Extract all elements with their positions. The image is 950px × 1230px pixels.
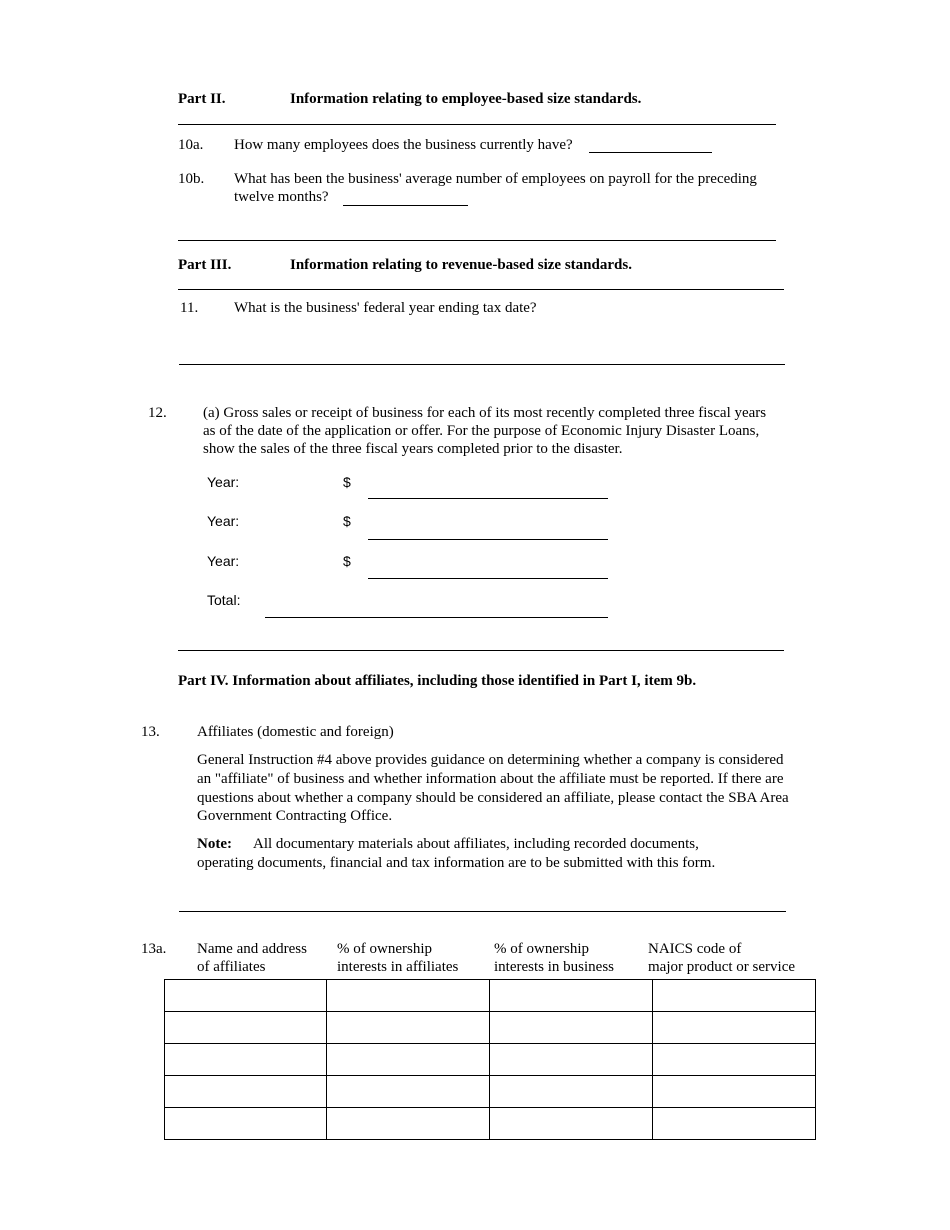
- q10b-text-line1: What has been the business' average number of employees on payroll for the preceding: [234, 171, 757, 187]
- q12-number: 12.: [148, 405, 167, 421]
- col-header-name-address-line2: of affiliates: [197, 959, 266, 975]
- year-1-label: Year:: [207, 474, 240, 490]
- q13-number: 13.: [141, 724, 160, 740]
- affiliate-ownership-cell[interactable]: [327, 1108, 490, 1140]
- business-ownership-cell[interactable]: [490, 1076, 653, 1108]
- note-text-line1: All documentary materials about affiliates, including recorded documents,: [253, 836, 699, 852]
- q12-text-line3: show the sales of the three fiscal years completed prior to the disaster.: [203, 441, 623, 457]
- average-employees-field[interactable]: [343, 205, 468, 206]
- naics-code-cell[interactable]: [653, 1076, 816, 1108]
- affiliate-name-cell[interactable]: [165, 1076, 327, 1108]
- q13-instruction-line4: Government Contracting Office.: [197, 808, 393, 824]
- table-row: [165, 980, 816, 1012]
- affiliate-name-cell[interactable]: [165, 1108, 327, 1140]
- q12-text-line2: as of the date of the application or offer. For the purpose of Economic Injury Disaster Loans,: [203, 423, 760, 439]
- note-text-line2: operating documents, financial and tax information are to be submitted with this form.: [197, 855, 716, 871]
- col-header-ownership-business-line1: % of ownership: [494, 941, 589, 957]
- naics-code-cell[interactable]: [653, 1012, 816, 1044]
- q11-number: 11.: [180, 300, 199, 316]
- affiliate-name-cell[interactable]: [165, 1044, 327, 1076]
- table-row: [165, 1076, 816, 1108]
- affiliates-table: [164, 979, 816, 1140]
- year-2-sales-field[interactable]: [368, 539, 608, 540]
- q13a-number: 13a.: [141, 941, 167, 957]
- affiliate-ownership-cell[interactable]: [327, 980, 490, 1012]
- table-row: [165, 1044, 816, 1076]
- business-ownership-cell[interactable]: [490, 1108, 653, 1140]
- affiliate-ownership-cell[interactable]: [327, 1012, 490, 1044]
- table-row: [165, 1012, 816, 1044]
- q13-instruction-line2: an "affiliate" of business and whether information about the affiliate must be reported. If there are: [197, 771, 784, 787]
- year-3-label: Year:: [207, 553, 240, 569]
- naics-code-cell[interactable]: [653, 1044, 816, 1076]
- q10b-text-line2: twelve months?: [234, 189, 329, 205]
- year-3-sales-field[interactable]: [368, 578, 608, 579]
- affiliate-ownership-cell[interactable]: [327, 1076, 490, 1108]
- affiliate-name-cell[interactable]: [165, 980, 327, 1012]
- q11-text: What is the business' federal year ending tax date?: [234, 300, 537, 316]
- part-2-title: Information relating to employee-based size standards.: [290, 91, 642, 107]
- col-header-ownership-affiliates-line2: interests in affiliates: [337, 959, 459, 975]
- q13-instruction-line1: General Instruction #4 above provides guidance on determining whether a company is considered: [197, 752, 784, 768]
- q10b-number: 10b.: [178, 171, 205, 187]
- q10a-number: 10a.: [178, 137, 204, 153]
- year-1-sales-field[interactable]: [368, 498, 608, 499]
- naics-code-cell[interactable]: [653, 980, 816, 1012]
- divider: [178, 240, 776, 241]
- affiliate-name-cell[interactable]: [165, 1012, 327, 1044]
- employees-count-field[interactable]: [589, 152, 712, 153]
- table-row: [165, 1108, 816, 1140]
- col-header-naics-line2: major product or service: [648, 959, 796, 975]
- business-ownership-cell[interactable]: [490, 1012, 653, 1044]
- year-3-currency: $: [343, 553, 351, 569]
- note-label: Note:: [197, 836, 232, 852]
- q10a-text: How many employees does the business currently have?: [234, 137, 573, 153]
- col-header-naics-line1: NAICS code of: [648, 941, 742, 957]
- naics-code-cell[interactable]: [653, 1108, 816, 1140]
- q12-text-line1: (a) Gross sales or receipt of business for each of its most recently completed three fiscal years: [203, 405, 767, 421]
- col-header-ownership-business-line2: interests in business: [494, 959, 614, 975]
- q13-heading: Affiliates (domestic and foreign): [197, 724, 394, 740]
- total-label: Total:: [207, 592, 241, 608]
- business-ownership-cell[interactable]: [490, 980, 653, 1012]
- col-header-name-address-line1: Name and address: [197, 941, 307, 957]
- divider: [178, 650, 784, 651]
- part-4-title: Part IV. Information about affiliates, including those identified in Part I, item 9b.: [178, 673, 697, 689]
- divider: [179, 911, 786, 912]
- total-sales-field[interactable]: [265, 617, 608, 618]
- divider: [178, 289, 784, 290]
- part-3-title: Information relating to revenue-based size standards.: [290, 257, 632, 273]
- year-1-currency: $: [343, 474, 351, 490]
- year-2-currency: $: [343, 513, 351, 529]
- year-2-label: Year:: [207, 513, 240, 529]
- part-2-label: Part II.: [178, 91, 226, 107]
- part-3-label: Part III.: [178, 257, 232, 273]
- q13-instruction-line3: questions about whether a company should be considered an affiliate, please contact the SBA Area: [197, 790, 789, 806]
- affiliate-ownership-cell[interactable]: [327, 1044, 490, 1076]
- tax-date-field[interactable]: [179, 364, 785, 365]
- col-header-ownership-affiliates-line1: % of ownership: [337, 941, 432, 957]
- divider: [178, 124, 776, 125]
- business-ownership-cell[interactable]: [490, 1044, 653, 1076]
